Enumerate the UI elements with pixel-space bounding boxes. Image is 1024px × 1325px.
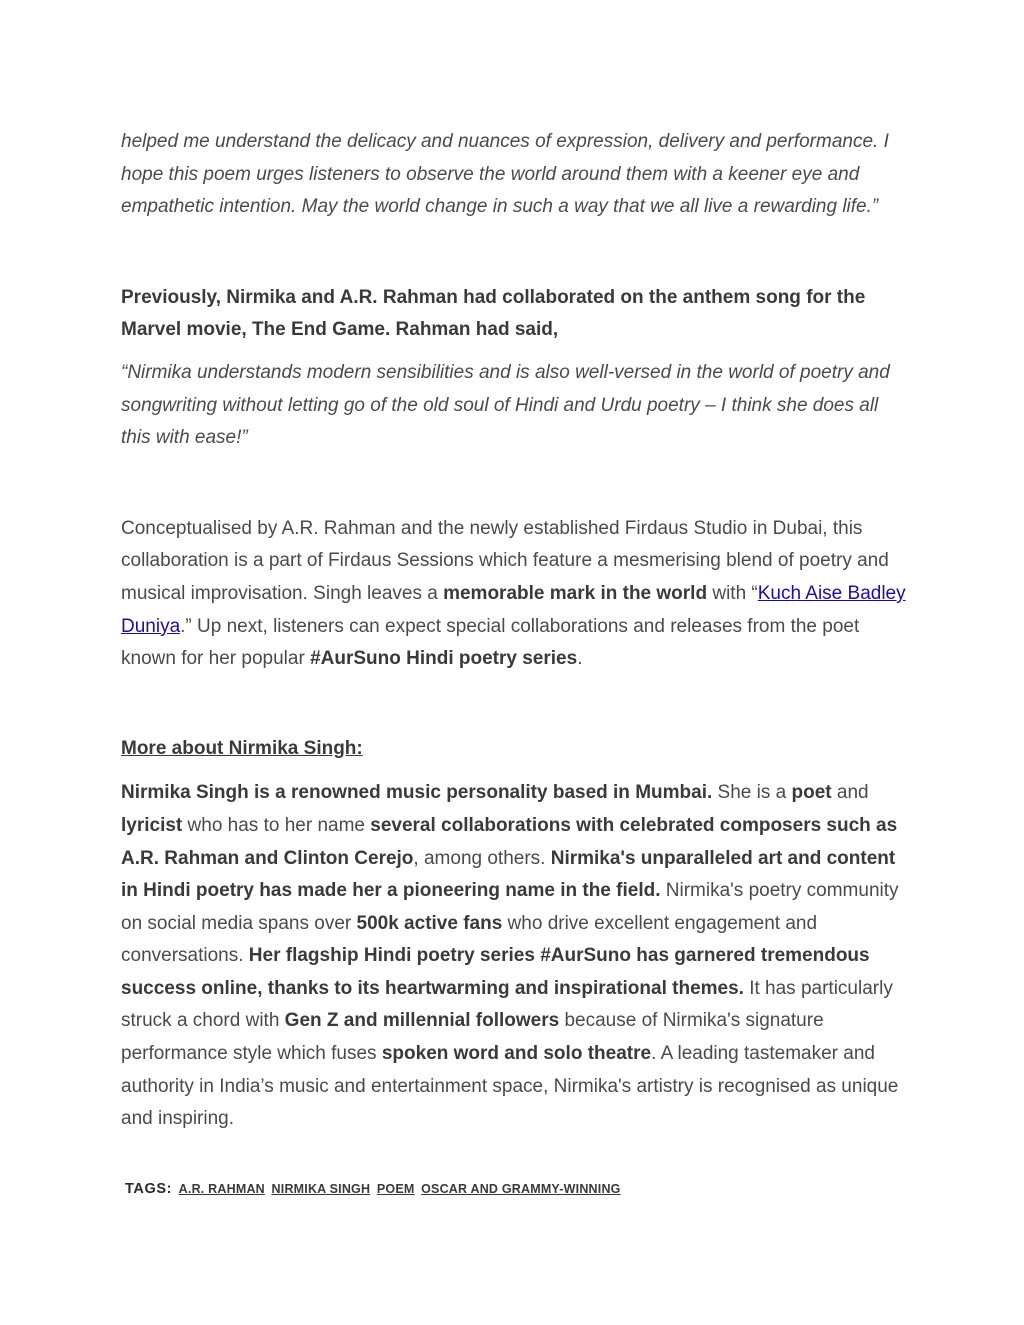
rahman-quote-text: “Nirmika understands modern sensibilities and is also well-versed in the world of poetry and songwriting without letting go of the old soul of Hindi and Urdu poetry – I think she does all this with ease!” (121, 361, 890, 449)
text-span: and (831, 782, 869, 804)
text-span: because of Nirmika's signature performance style which fuses (121, 1010, 824, 1065)
bold-span: Nirmika's unparalleled art and content in Hindi poetry has made her a pioneering name in the field. (121, 847, 896, 902)
bold-span: lyricist (121, 814, 183, 836)
article-body (121, 126, 911, 1136)
tags-bar (125, 1181, 621, 1197)
quote-paragraph (121, 126, 911, 224)
bold-span: memorable mark in the world (443, 582, 708, 604)
text-span: . (577, 648, 583, 670)
song-link[interactable]: Kuch Aise Badley Duniya (121, 582, 906, 637)
bold-span: Nirmika Singh is a renowned music personality based in Mumbai. (121, 782, 713, 804)
section-heading: More about Nirmika Singh: (121, 737, 363, 759)
bold-span: #AurSuno Hindi poetry series (310, 648, 578, 670)
text-span: It has particularly struck a chord with (121, 977, 893, 1032)
tags-label: TAGS: (125, 1181, 173, 1197)
text-span: .” Up next, listeners can expect special collaborations and releases from the poet known for her popular (121, 615, 860, 670)
collaboration-paragraph (121, 513, 911, 676)
text-span: Conceptualised by A.R. Rahman and the newly established Firdaus Studio in Dubai, this collaboration is a part of Firdaus Sessions which feature a mesmerising blend of poetry and musical improvisation. Singh leaves a (121, 517, 889, 604)
rahman-quote-paragraph (121, 357, 911, 455)
tag-link-nirmika-singh[interactable]: NIRMIKA SINGH (271, 1182, 371, 1196)
bold-span: poet (791, 782, 832, 804)
lead-text: Previously, Nirmika and A.R. Rahman had collaborated on the anthem song for the Marvel movie, The End Game. Rahman had said, (121, 286, 866, 341)
quote-text: helped me understand the delicacy and nuances of expression, delivery and performance. I hope this poem urges listeners to observe the world around them with a keener eye and empathetic intention. May the world change in such a way that we all live a rewarding life.” (121, 131, 889, 218)
tag-link-ar-rahman[interactable]: A.R. RAHMAN (178, 1182, 265, 1196)
text-span: She is a (712, 782, 792, 804)
text-span: who drive excellent engagement and conversations. (121, 912, 818, 967)
text-span: , among others. (413, 847, 551, 869)
text-span: Nirmika's poetry community on social media spans over (121, 880, 899, 934)
bold-span: 500k active fans (356, 912, 503, 934)
bold-span: Her flagship Hindi poetry series #AurSuno has garnered tremendous success online, thanks to its heartwarming and inspirational themes. (121, 945, 870, 999)
text-span: with “ (707, 582, 758, 604)
bio-paragraph (121, 777, 911, 1136)
lead-paragraph (121, 282, 911, 347)
bold-span: Gen Z and millennial followers (284, 1010, 560, 1032)
text-span: . A leading tastemaker and authority in India’s music and entertainment space, Nirmika's artistry is recognised as unique and inspiring. (121, 1043, 899, 1130)
bold-span: several collaborations with celebrated composers such as A.R. Rahman and Clinton Cerejo (121, 814, 898, 869)
text-span: who has to her name (182, 814, 371, 836)
tag-link-oscar-grammy[interactable]: OSCAR AND GRAMMY-WINNING (421, 1182, 621, 1196)
tag-link-poem[interactable]: POEM (376, 1182, 415, 1196)
bold-span: spoken word and solo theatre (381, 1043, 652, 1065)
